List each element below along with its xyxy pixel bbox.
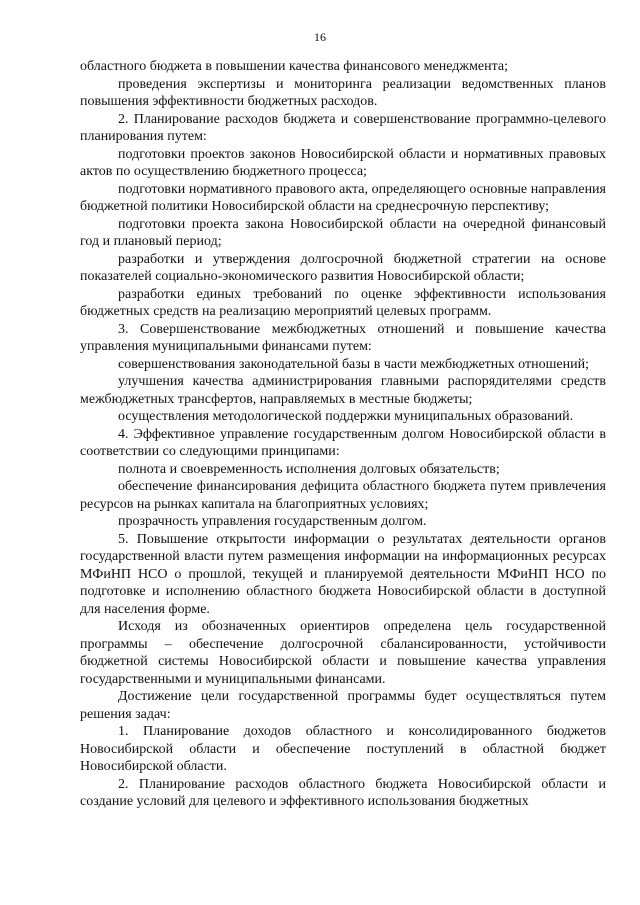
paragraph: Исходя из обозначенных ориентиров определена цель государственной программы – обеспечение долгосрочной сбалансированности, устойчивости бюджетной системы Новосибирской области и повышение качества управления государственными и муниципальными финансами. (80, 619, 606, 687)
paragraph: 3. Совершенствование межбюджетных отношений и повышение качества управления муниципальными финансами путем: (80, 321, 606, 354)
paragraph: разработки единых требований по оценке эффективности использования бюджетных средств на реализацию мероприятий целевых программ. (80, 286, 606, 319)
paragraph: прозрачность управления государственным долгом. (118, 514, 427, 529)
paragraph: 2. Планирование расходов областного бюджета Новосибирской области и создание условий для целевого и эффективного использования бюджетных (80, 776, 606, 809)
paragraph: 1. Планирование доходов областного и консолидированного бюджетов Новосибирской области и обеспечение поступлений в областной бюджет Новосибирской области. (80, 724, 606, 774)
paragraph: областного бюджета в повышении качества финансового менеджмента; (80, 59, 509, 74)
paragraph: проведения экспертизы и мониторинга реализации ведомственных планов повышения эффективности бюджетных расходов. (80, 76, 606, 109)
paragraph: подготовки проекта закона Новосибирской области на очередной финансовый год и плановый период; (80, 216, 606, 249)
paragraph: полнота и своевременность исполнения долговых обязательств; (118, 461, 500, 477)
paragraph: обеспечение финансирования дефицита областного бюджета путем привлечения ресурсов на рынках капитала на благоприятных условиях; (80, 479, 606, 512)
paragraph: 2. Планирование расходов бюджета и совершенствование программно-целевого планирования путем: (80, 111, 606, 144)
paragraph: подготовки проектов законов Новосибирской области и нормативных правовых актов по осуществлению бюджетного процесса; (80, 146, 606, 179)
paragraph: улучшения качества администрирования главными распорядителями средств межбюджетных трансфертов, направляемых в местные бюджеты; (80, 374, 606, 407)
page-number: 16 (314, 30, 326, 44)
paragraph: осуществления методологической поддержки муниципальных образований. (118, 409, 574, 424)
paragraph: разработки и утверждения долгосрочной бюджетной стратегии на основе показателей социально-экономического развития Новосибирской области; (80, 251, 606, 284)
paragraph: Достижение цели государственной программы будет осуществляться путем решения задач: (80, 689, 606, 722)
paragraph: совершенствования законодательной базы в части межбюджетных отношений; (118, 356, 589, 372)
paragraph: подготовки нормативного правового акта, определяющего основные направления бюджетной политики Новосибирской области на среднесрочную перспективу; (80, 181, 606, 214)
paragraph: 4. Эффективное управление государственным долгом Новосибирской области в соответствии со следующими принципами: (80, 426, 606, 459)
paragraph: 5. Повышение открытости информации о результатах деятельности органов государственной власти путем размещения информации на информационных ресурсах МФиНП НСО о прошлой, текущей и планируемой деятельности МФиНП НСО по подготовке и исполнению областного бюджета Новосибирской области в доступной для населения форме. (80, 531, 606, 617)
document-body (80, 58, 606, 811)
